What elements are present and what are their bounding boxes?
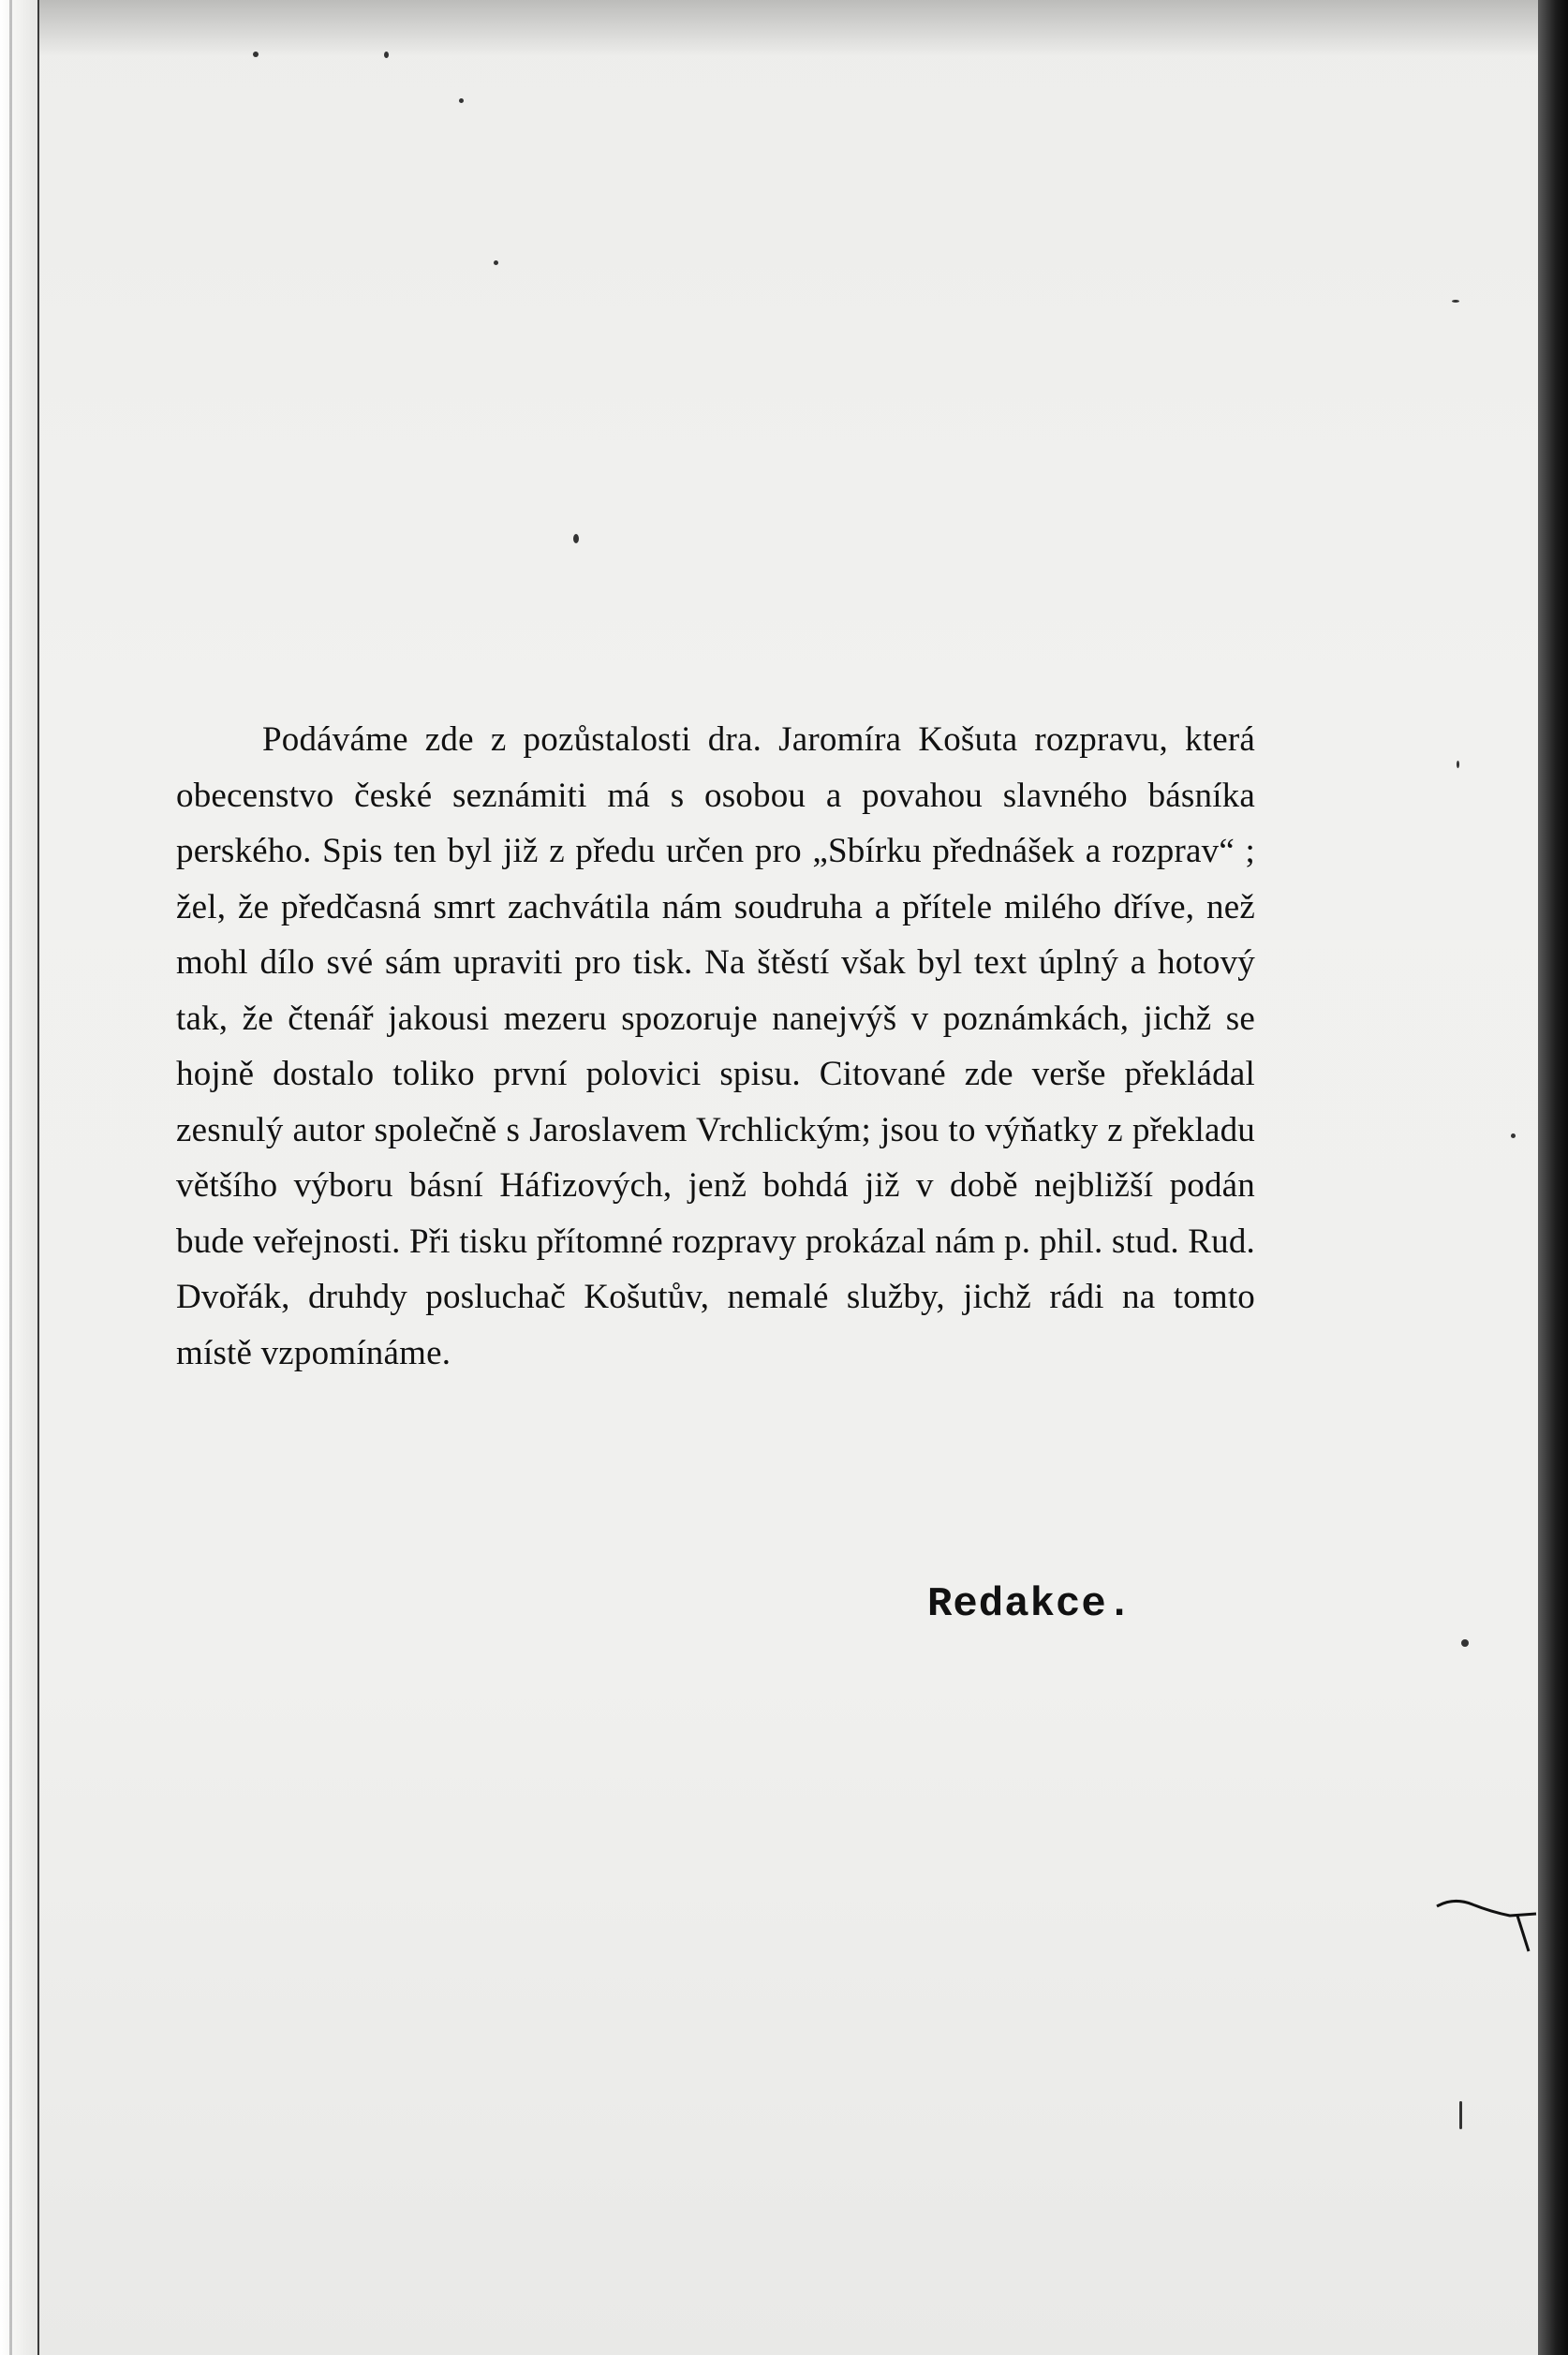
scan-speck — [1457, 761, 1459, 768]
scan-speck — [573, 534, 579, 543]
scan-speck — [253, 52, 259, 57]
margin-ink-mark — [1435, 1888, 1538, 1953]
scan-speck — [1461, 1639, 1469, 1647]
top-shadow — [37, 0, 1538, 56]
scan-speck — [1459, 2101, 1462, 2129]
scan-speck — [384, 52, 389, 58]
preface-paragraph: Podáváme zde z pozůstalosti dra. Jaromíra Košuta rozpravu, která obecenstvo české seznámiti má s osobou a povahou slavného básníka perského. Spis ten byl již z předu určen pro „Sbírku přednášek a rozprav“ ; žel, že předčasná smrt zachvátila nám soudruha a přítele milého dříve, než mohl dílo své sám upraviti pro tisk. Na štěstí však byl text úplný a hotový tak, že čtenář jakousi mezeru spozoruje nanejvýš v poznámkách, jichž se hojně dostalo toliko první polovici spisu. Citované zde verše překládal zesnulý autor společně s Jaroslavem Vrchlickým; jsou to výňatky z překladu většího výboru básní Háfizových, jenž bohdá již v době nejbližší podán bude veřejnosti. Při tisku přítomné rozpravy prokázal nám p. phil. stud. Rud. Dvořák, druhdy posluchač Košutův, nemalé služby, jichž rádi na tomto místě vzpomínáme. — [176, 720, 1255, 1372]
page-right-dark-edge — [1538, 0, 1568, 2355]
scan-speck — [1452, 300, 1459, 303]
signature-redakce: Redakce. — [927, 1581, 1133, 1628]
page-binding-edge — [0, 0, 39, 2355]
scan-speck — [494, 260, 498, 265]
preface-text — [176, 712, 1255, 1381]
scan-speck — [1511, 1133, 1516, 1138]
scan-speck — [459, 98, 464, 103]
